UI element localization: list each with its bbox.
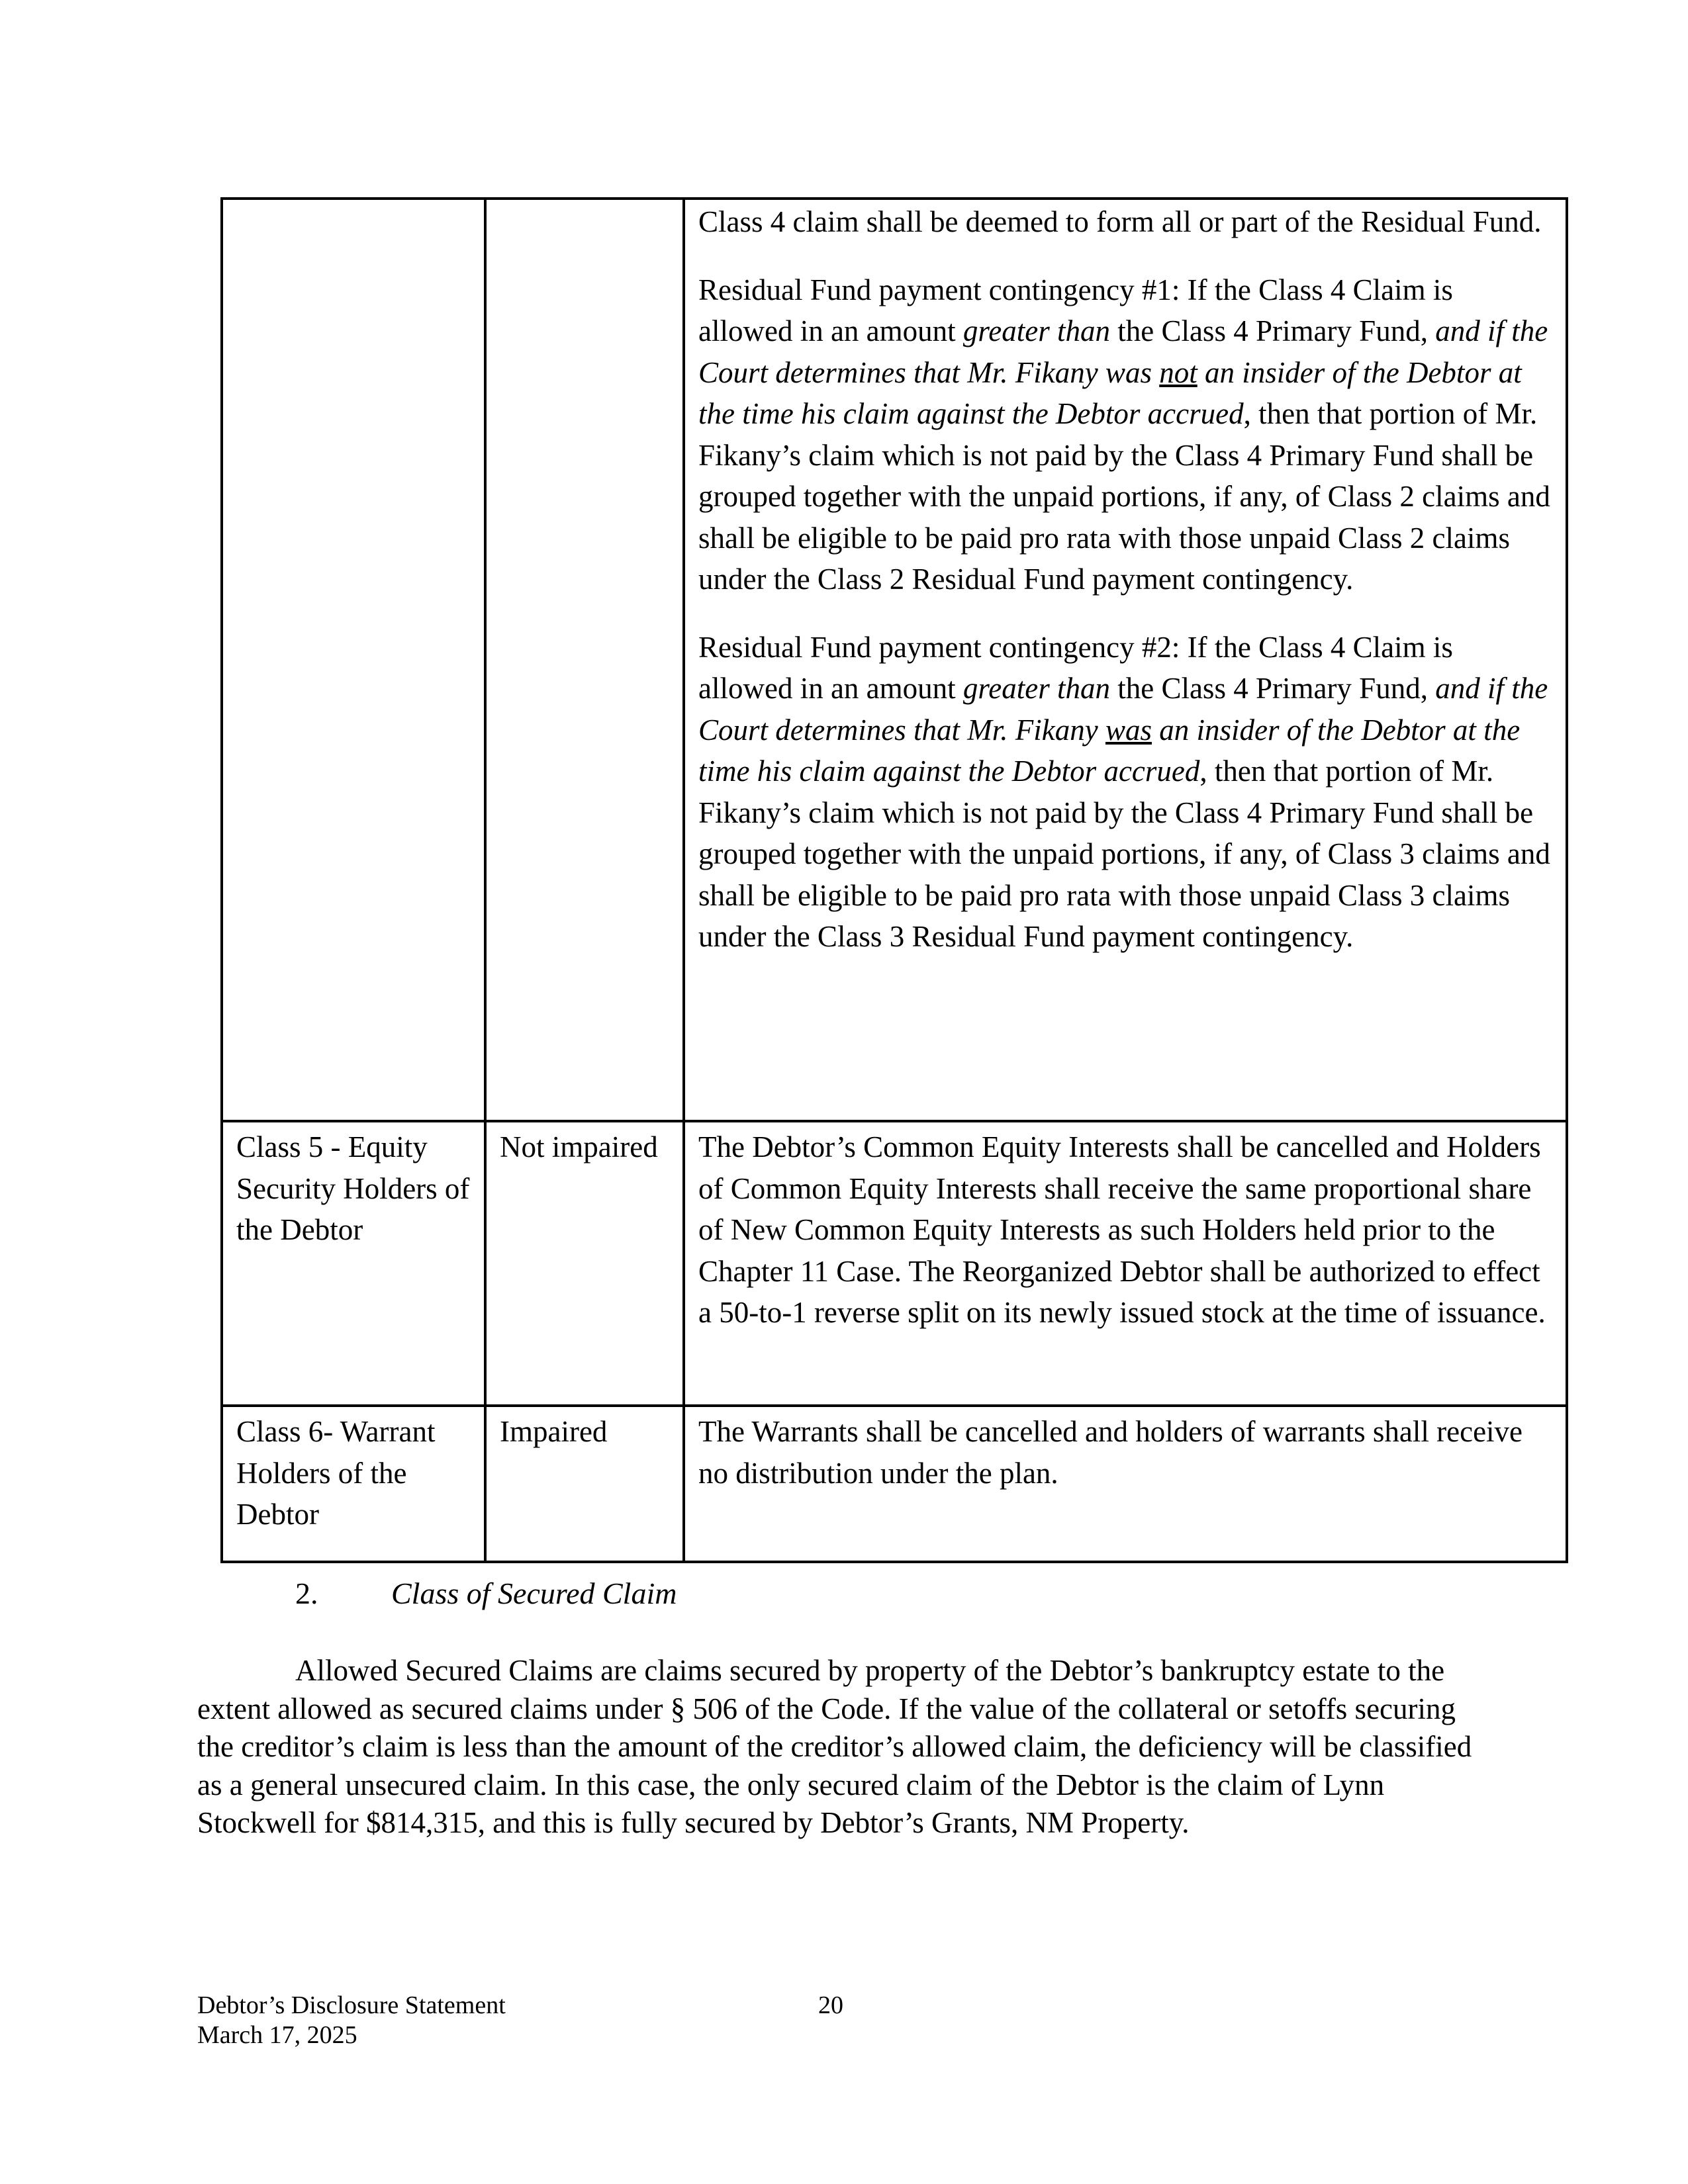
contingency-1-paragraph: Residual Fund payment contingency #1: If the Class 4 Claim is allowed in an amount greater than the Class 4 Primary Fund, and if the Court determines that Mr. Fikany was not an insider of the Debtor at the time his claim against the Debtor accrued, then that portion of Mr. Fikany’s claim which is not paid by the Class 4 Primary Fund shall be grouped together with the unpaid portions, if any, of Class 2 claims and shall be eligible to be paid pro rata with those unpaid Class 2 claims under the Class 2 Residual Fund payment contingency. xyxy=(698,273,1550,596)
treatment-cell xyxy=(684,199,1567,1121)
section-title: Class of Secured Claim xyxy=(391,1576,677,1610)
table-row xyxy=(222,199,1567,1121)
table-row xyxy=(222,1406,1567,1562)
impairment-cell xyxy=(485,199,684,1121)
contingency-2-paragraph: Residual Fund payment contingency #2: If the Class 4 Claim is allowed in an amount greater than the Class 4 Primary Fund, and if the Court determines that Mr. Fikany was an insider of the Debtor at the time his claim against the Debtor accrued, then that portion of Mr. Fikany’s claim which is not paid by the Class 4 Primary Fund shall be grouped together with the unpaid portions, if any, of Class 3 claims and shall be eligible to be paid pro rata with those unpaid Class 3 claims under the Class 3 Residual Fund payment contingency. xyxy=(698,630,1550,953)
treatment-cell: The Warrants shall be cancelled and holders of warrants shall receive no distribution under the plan. xyxy=(684,1406,1567,1562)
impairment-cell: Impaired xyxy=(485,1406,684,1562)
residual-fund-paragraph: Class 4 claim shall be deemed to form all or part of the Residual Fund. xyxy=(698,205,1542,238)
class-label-cell: Class 6- Warrant Holders of the Debtor xyxy=(222,1406,485,1562)
table-row xyxy=(222,1121,1567,1406)
footer-doc-title: Debtor’s Disclosure Statement xyxy=(197,1991,506,2019)
section-body-paragraph: Allowed Secured Claims are claims secured by property of the Debtor’s bankruptcy estate to the extent allowed as secured claims under § 506 of the Code. If the value of the collateral or setoffs securing the creditor’s claim is less than the amount of the creditor’s allowed claim, the deficiency will be classified as a general unsecured claim. In this case, the only secured claim of the Debtor is the claim of Lynn Stockwell for $814,315, and this is fully secured by Debtor’s Grants, NM Property. xyxy=(197,1654,1472,1839)
classification-table xyxy=(220,197,1568,1563)
class-label-cell xyxy=(222,199,485,1121)
impairment-cell: Not impaired xyxy=(485,1121,684,1406)
section-number: 2. xyxy=(295,1576,318,1610)
footer-document-info xyxy=(197,1991,506,2050)
section-heading xyxy=(295,1574,677,1614)
page-number: 20 xyxy=(818,1991,843,2019)
treatment-cell: The Debtor’s Common Equity Interests shall be cancelled and Holders of Common Equity Interests shall receive the same proportional share of New Common Equity Interests as such Holders held prior to the Chapter 11 Case. The Reorganized Debtor shall be authorized to effect a 50-to-1 reverse split on its newly issued stock at the time of issuance. xyxy=(684,1121,1567,1406)
footer-date: March 17, 2025 xyxy=(197,2021,357,2049)
class-label-cell: Class 5 - Equity Security Holders of the Debtor xyxy=(222,1121,485,1406)
